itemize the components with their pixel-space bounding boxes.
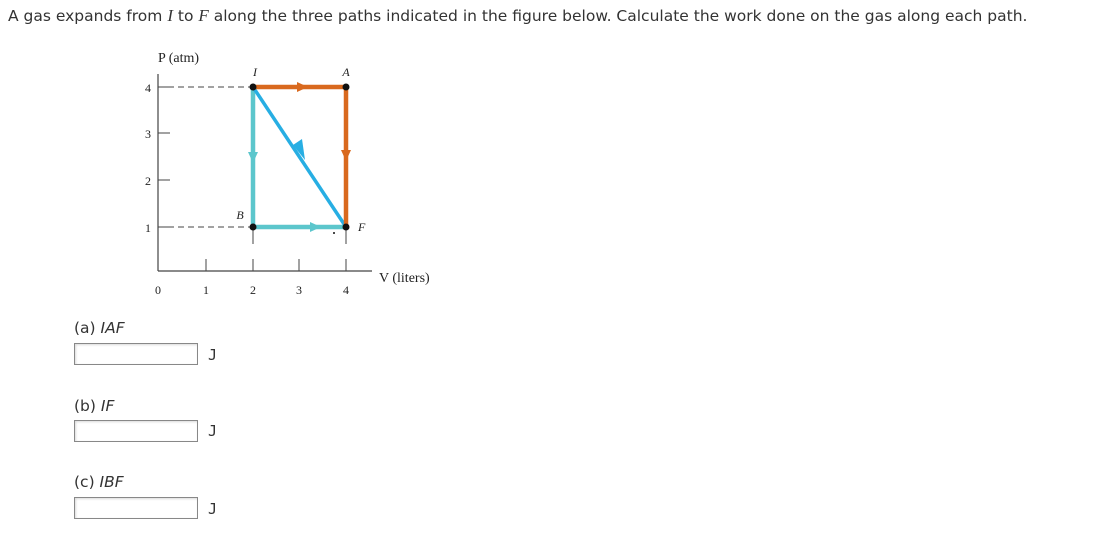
arrow-AF — [341, 150, 351, 161]
x-tick-label-2: 2 — [250, 283, 256, 297]
point-F — [343, 224, 350, 231]
part-a-label — [74, 319, 125, 337]
part-b-letter: (b) — [74, 397, 101, 415]
part-c-label — [74, 473, 124, 491]
unit-label-c: J — [208, 500, 218, 518]
arrow-IB — [248, 152, 258, 163]
y-tick-label-4: 4 — [145, 81, 151, 95]
point-B — [250, 224, 257, 231]
y-tick-label-3: 3 — [145, 127, 151, 141]
part-b-label — [74, 397, 114, 415]
x-tick-label-4: 4 — [343, 283, 349, 297]
part-c-path: IBF — [99, 473, 124, 491]
point-A — [343, 84, 350, 91]
part-a-path: IAF — [100, 319, 125, 337]
path-IBF — [248, 87, 346, 232]
question-part1: A gas expands from — [8, 7, 168, 25]
question-part2: to — [172, 7, 199, 25]
point-I — [250, 84, 257, 91]
answer-input-IBF[interactable] — [74, 497, 198, 519]
question-part3: along the three paths indicated in the figure below. Calculate the work done on the gas along each path. — [208, 7, 1028, 25]
part-b-path: IF — [100, 397, 115, 415]
x-tick-label-1: 1 — [203, 283, 209, 297]
unit-label-b: J — [208, 422, 218, 440]
x-tick-label-3: 3 — [296, 283, 302, 297]
stray-dot — [333, 232, 335, 234]
arrow-BF — [310, 222, 321, 232]
answer-input-IF[interactable] — [74, 420, 198, 442]
point-label-F: F — [358, 220, 366, 234]
path-IF — [253, 87, 346, 227]
x-axis-label: V (liters) — [379, 271, 430, 286]
part-a-letter: (a) — [74, 319, 101, 337]
y-axis-label: P (atm) — [158, 51, 200, 66]
unit-label-a: J — [208, 346, 218, 364]
y-tick-label-2: 2 — [145, 174, 151, 188]
point-label-I: I — [253, 65, 257, 79]
segment-IF — [253, 87, 346, 227]
part-c-letter: (c) — [74, 473, 100, 491]
state-F-symbol: F — [198, 6, 209, 25]
arrow-IA — [297, 82, 308, 92]
x-tick-label-0: 0 — [155, 283, 161, 297]
point-label-B: B — [236, 208, 244, 222]
point-label-A: A — [342, 65, 350, 79]
y-tick-label-1: 1 — [145, 221, 151, 235]
answer-input-IAF[interactable] — [74, 343, 198, 365]
state-I-symbol: I — [167, 6, 173, 25]
